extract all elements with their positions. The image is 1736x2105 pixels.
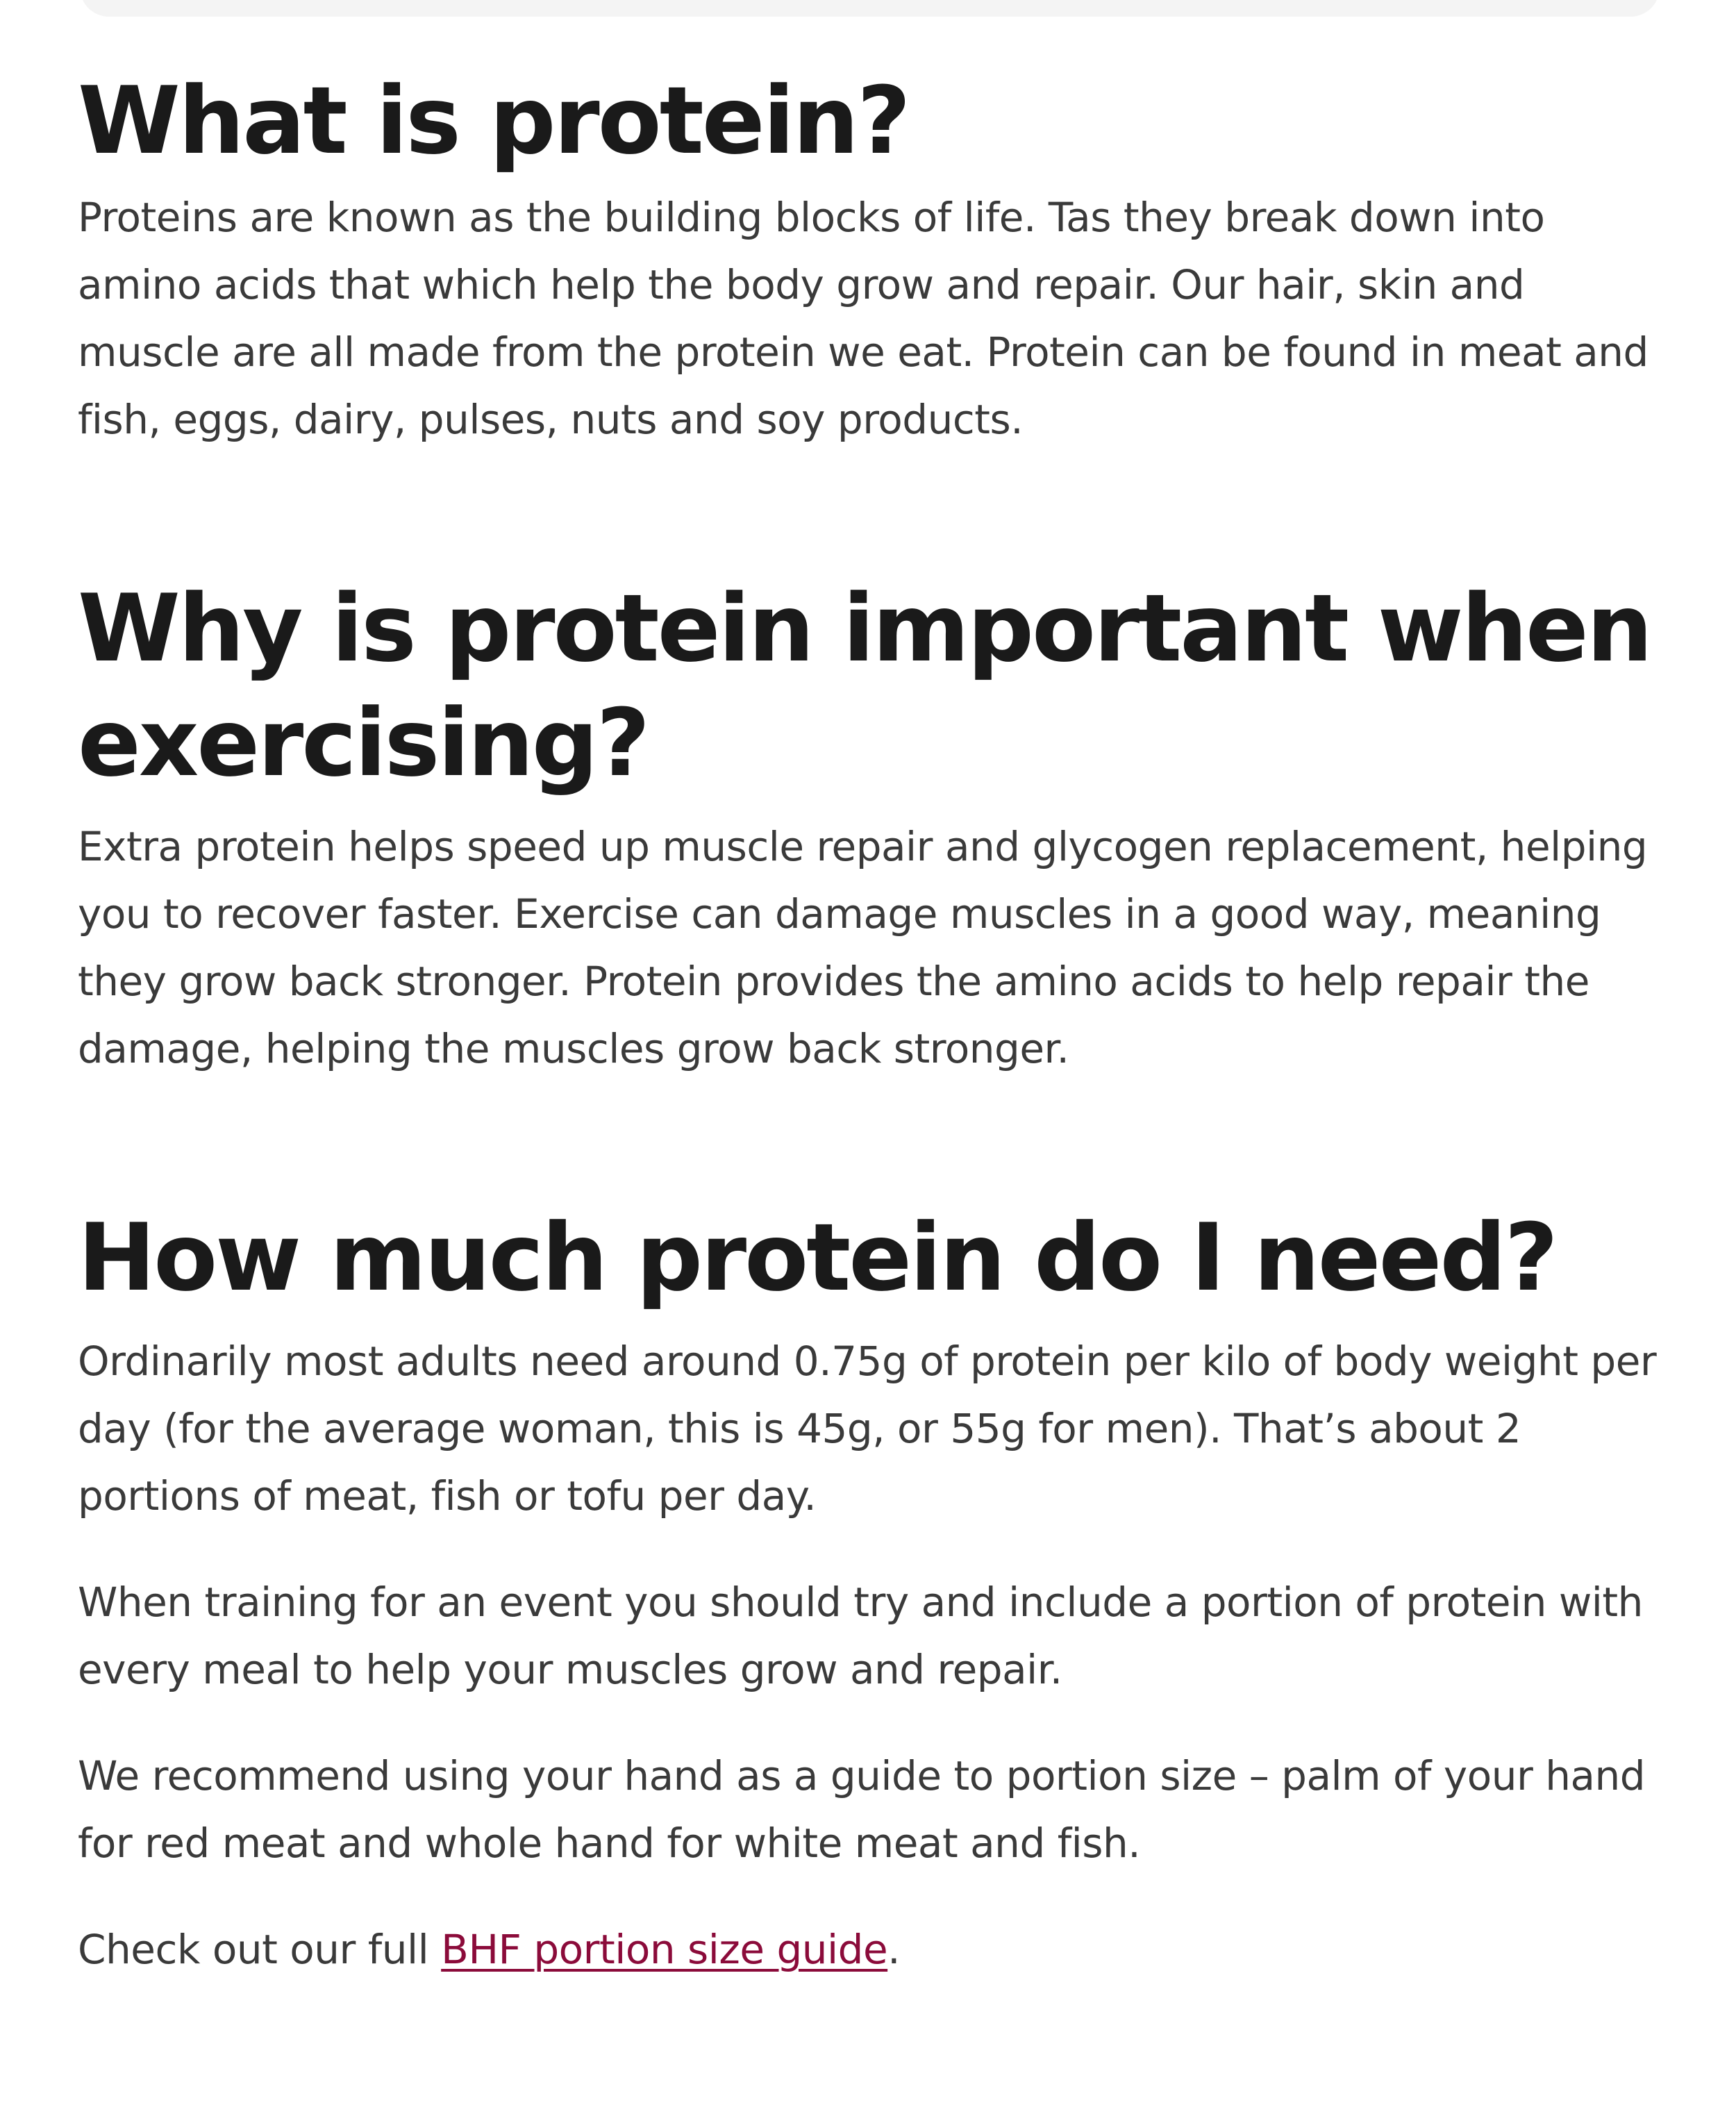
bhf-portion-size-guide-link[interactable]: BHF portion size guide [441, 1926, 888, 1973]
paragraph-why-protein-important: Extra protein helps speed up muscle repair and glycogen replacement, helping you to recover faster. Exercise can damage muscles in a good way, meaning they grow back stronger. Protein provides the amino acids to help repair the damage, helping the muscles grow back stronger. [78, 823, 1648, 1072]
paragraph-portion-guide-link [78, 1916, 1668, 1983]
section-why-protein-important [78, 572, 1668, 1083]
heading-what-is-protein: What is protein? [78, 67, 909, 175]
article-content [78, 0, 1668, 1983]
heading-how-much-protein: How much protein do I need? [78, 1204, 1557, 1312]
paragraph-hand-portion-guide: We recommend using your hand as a guide to portion size – palm of your hand for red meat and whole hand for white meat and fish. [78, 1752, 1646, 1867]
section-what-is-protein [78, 64, 1668, 454]
paragraph-what-is-protein: Proteins are known as the building blocks of life. Tas they break down into amino acids that which help the body grow and repair. Our hair, skin and muscle are all made from the protein we eat. Protein can be found in meat and fish, eggs, dairy, pulses, nuts and soy products. [78, 194, 1649, 443]
paragraph-daily-protein-needs: Ordinarily most adults need around 0.75g of protein per kilo of body weight per day (for the average woman, this is 45g, or 55g for men). That’s about 2 portions of meat, fish or tofu per day. [78, 1338, 1657, 1520]
heading-why-protein-important: Why is protein important when exercising? [78, 574, 1651, 797]
paragraph-training-protein: When training for an event you should try and include a portion of protein with every meal to help your muscles grow and repair. [78, 1579, 1643, 1693]
link-suffix-text: . [887, 1926, 901, 1973]
section-how-much-protein [78, 1201, 1668, 1983]
link-prefix-text: Check out our full [78, 1926, 442, 1973]
